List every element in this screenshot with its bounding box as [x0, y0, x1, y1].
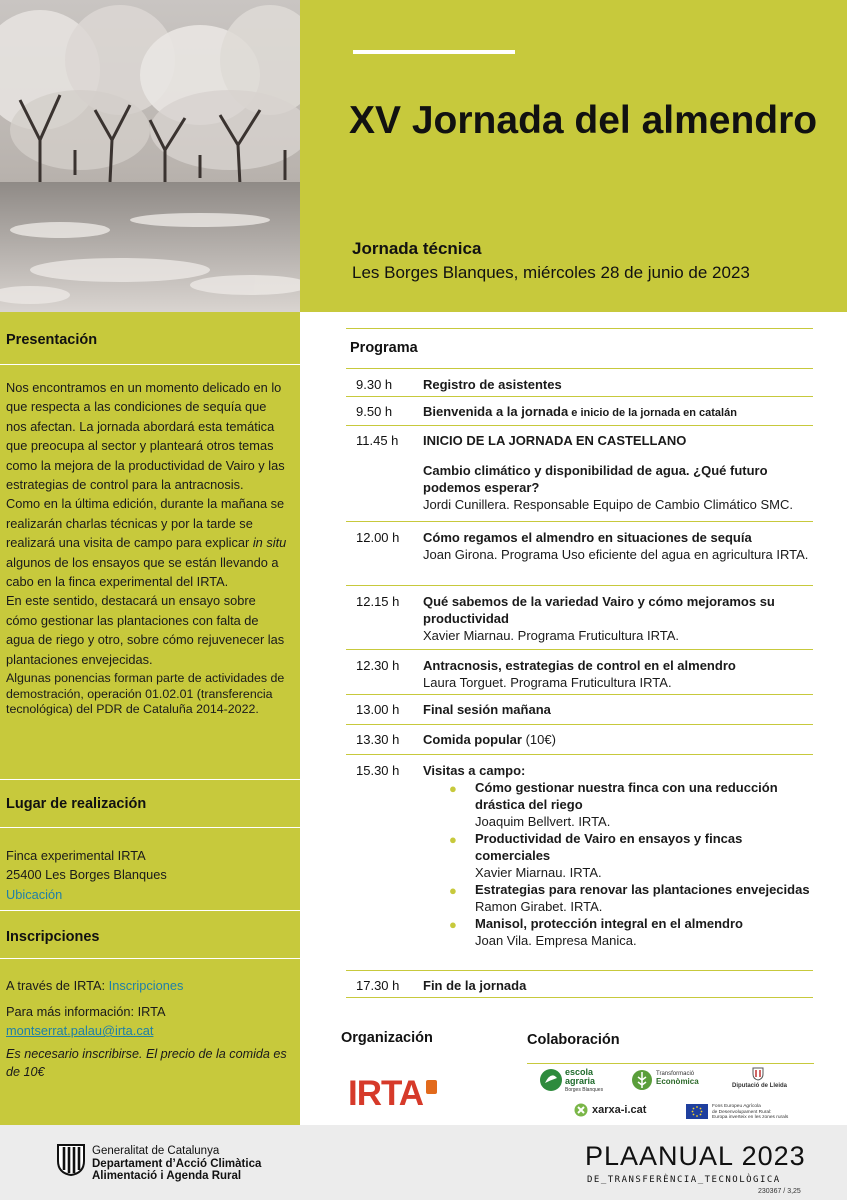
section-divider [0, 779, 300, 780]
program-row [346, 521, 813, 585]
row-title: Bienvenida a la jornada [423, 404, 569, 419]
left-sidebar [0, 312, 300, 1125]
speaker: Laura Torguet. Programa Fruticultura IRTA. [423, 675, 672, 690]
row-body [423, 432, 813, 513]
section-divider [0, 910, 300, 911]
row-title: Registro de asistentes [423, 377, 562, 392]
department-line: Departament d’Acció Climàtica [92, 1157, 262, 1170]
row-time: 12.00 h [356, 530, 400, 545]
visit-title: Estrategias para renovar las plantaciones envejecidas [475, 882, 810, 897]
presentation-text-run: Como en la última edición, durante la mañana se realizarán charlas técnicas y por la tarde se realizará una visita de campo para explicar [6, 496, 285, 551]
presentation-paragraph: Nos encontramos en un momento delicado en lo que respecta a las condiciones de sequía que nos afectan. La jornada abordará esta temática que preocupa al sector y planteará otros temas como la mejora de la productividad de Vairo y las estrategias de control para la antracnosis. [6, 380, 285, 493]
row-time: 11.45 h [356, 433, 399, 448]
place-date: Les Borges Blanques, miércoles 28 de junio de 2023 [352, 263, 750, 282]
row-body [423, 762, 813, 949]
page-title: XV Jornada del almendro [349, 99, 818, 142]
department-line: Alimentació i Agenda Rural [92, 1170, 242, 1183]
footer [0, 1125, 847, 1200]
program-row [346, 970, 813, 998]
visit-speaker: Joan Vila. Empresa Manica. [475, 933, 637, 948]
program-row [346, 694, 813, 724]
visit-speaker: Xavier Miarnau. IRTA. [475, 865, 602, 880]
header-panel [300, 0, 847, 312]
organization-heading: Organización [341, 1030, 433, 1046]
plan-anual-title: PLAANUAL 2023 [585, 1141, 806, 1171]
row-time: 15.30 h [356, 763, 400, 778]
presentation-paragraph: En este sentido, destacará un ensayo sobre cómo gestionar las plantaciones con falta de agua de riego y otro, sobre cómo rejuvenecer las plantaciones envejecidas. [6, 593, 285, 667]
inscripciones-link[interactable]: Inscripciones [108, 978, 184, 993]
row-time: 17.30 h [356, 978, 400, 993]
xarxa-logo [574, 1103, 664, 1119]
visit-title: Productividad de Vairo en ensayos y fincas comerciales [475, 831, 743, 863]
visit-item [449, 881, 813, 915]
xarxa-icon [574, 1103, 588, 1117]
row-time: 9.30 h [356, 377, 393, 392]
row-extra: e inicio de la jornada en catalán [568, 407, 737, 419]
row-extra: (10€) [521, 732, 556, 747]
row-time: 9.50 h [356, 404, 393, 419]
plan-anual-subtitle: DE_TRANSFERÈNCIA_TECNOLÒGICA [587, 1175, 781, 1185]
diputacio-name: Diputació de Lleida [732, 1083, 788, 1089]
row-body [423, 529, 813, 563]
visit-item [449, 779, 813, 830]
visit-speaker: Ramon Girabet. IRTA. [475, 899, 603, 914]
feader-logo [686, 1103, 814, 1123]
row-time: 12.30 h [356, 658, 400, 673]
transformacio-line: Econòmica [656, 1077, 699, 1086]
subtitle: Jornada técnica [352, 239, 482, 258]
program-row [346, 724, 813, 754]
eu-flag-icon [686, 1104, 708, 1119]
speaker: Jordi Cunillera. Responsable Equipo de Cambio Climático SMC. [423, 497, 793, 512]
row-time: 12.15 h [356, 594, 400, 609]
section-divider [0, 958, 300, 959]
escola-line: agraria [565, 1076, 596, 1086]
presentation-text [6, 378, 290, 718]
program-heading: Programa [350, 340, 418, 356]
visit-speaker: Joaquim Bellvert. IRTA. [475, 814, 611, 829]
irta-mark-icon [426, 1080, 437, 1094]
visit-item [449, 830, 813, 881]
program-row [346, 754, 813, 970]
escola-line: Borges Blanques [565, 1087, 604, 1093]
diputacio-logo [732, 1067, 812, 1097]
presentation-paragraph [6, 494, 290, 591]
section-divider [0, 827, 300, 828]
row-title: INICIO DE LA JORNADA EN CASTELLANO [423, 433, 687, 448]
almond-orchard-photo [0, 0, 300, 312]
presentation-text-run: algunos de los ensayos que se están llevando a cabo en la finca experimental del IRTA. [6, 554, 279, 590]
program-row [346, 585, 813, 649]
row-title: Antracnosis, estrategias de control en el almendro [423, 658, 736, 673]
feader-line: Fons Europeu Agrícola [712, 1104, 761, 1109]
row-title: Visitas a campo: [423, 763, 526, 778]
generalitat-emblem-icon [56, 1143, 86, 1177]
row-title: Comida popular [423, 732, 522, 747]
document-code: 230367 / 3,25 [758, 1188, 801, 1195]
program-row [346, 649, 813, 694]
title-rule [353, 50, 515, 54]
lugar-heading: Lugar de realización [6, 796, 147, 812]
presentation-paragraph: Algunas ponencias forman parte de actividades de demostración, operación 01.02.01 (transferencia tecnológica) del PDR de Cataluña 2014-2022. [6, 671, 285, 717]
bullet-icon: ● [449, 781, 457, 796]
collaboration-heading: Colaboración [527, 1032, 620, 1048]
ubicacion-link[interactable]: Ubicación [6, 886, 63, 902]
transformacio-line: Transformació [656, 1071, 695, 1077]
feader-line: Europa inverteix en les zones rurals [712, 1115, 789, 1120]
lugar-address [6, 846, 167, 904]
inscripciones-heading: Inscripciones [6, 929, 100, 945]
talk-title: Cambio climático y disponibilidad de agua. ¿Qué futuro podemos esperar? [423, 463, 768, 495]
bullet-icon: ● [449, 917, 457, 932]
bullet-icon: ● [449, 883, 457, 898]
row-time: 13.00 h [356, 702, 400, 717]
visit-title: Cómo gestionar nuestra finca con una reducción drástica del riego [475, 780, 778, 812]
irta-logo: IRTA [348, 1074, 424, 1113]
leaf-icon [539, 1068, 563, 1092]
visit-title: Manisol, protección integral en el almendro [475, 916, 743, 931]
program-row [346, 368, 813, 396]
inscripciones-line [6, 976, 183, 995]
presentation-heading: Presentación [6, 332, 98, 348]
shield-icon [752, 1067, 764, 1081]
generalitat-text [92, 1145, 261, 1183]
row-title: Final sesión mañana [423, 702, 551, 717]
speaker: Xavier Miarnau. Programa Fruticultura IRTA. [423, 628, 679, 643]
row-time: 13.30 h [356, 732, 400, 747]
row-body [423, 403, 813, 422]
program-row [346, 396, 813, 425]
row-title: Cómo regamos el almendro en situaciones de sequía [423, 530, 752, 545]
lugar-line: 25400 Les Borges Blanques [6, 867, 167, 883]
row-body [423, 731, 813, 748]
transformacio-logo [631, 1067, 721, 1097]
escola-line: escola [565, 1067, 594, 1077]
row-title: Fin de la jornada [423, 978, 527, 993]
generalitat-line: Generalitat de Catalunya [92, 1145, 220, 1157]
collaboration-rule [527, 1063, 814, 1064]
feader-line: de Desenvolupament Rural: [712, 1109, 772, 1115]
bullet-icon: ● [449, 832, 457, 847]
section-divider [0, 364, 300, 365]
inscripciones-prefix: A través de IRTA: [6, 978, 109, 993]
program-row [346, 425, 813, 521]
presentation-emphasis: in situ [252, 535, 287, 551]
email-link[interactable]: montserrat.palau@irta.cat [6, 1023, 154, 1038]
row-body [423, 593, 813, 644]
info-text: Para más información: IRTA [6, 1004, 166, 1019]
row-title: Qué sabemos de la variedad Vairo y cómo mejoramos su productividad [423, 594, 775, 626]
lugar-line: Finca experimental IRTA [6, 848, 146, 863]
escola-agraria-logo [539, 1067, 619, 1097]
row-body [423, 657, 813, 691]
visit-item [449, 915, 813, 949]
wheat-icon [631, 1068, 653, 1092]
speaker: Joan Girona. Programa Uso eficiente del agua en agricultura IRTA. [423, 547, 809, 562]
program-table [346, 328, 813, 998]
xarxa-name: xarxa-i.cat [592, 1104, 647, 1116]
registration-note: Es necesario inscribirse. El precio de la comida es de 10€ [6, 1047, 287, 1079]
